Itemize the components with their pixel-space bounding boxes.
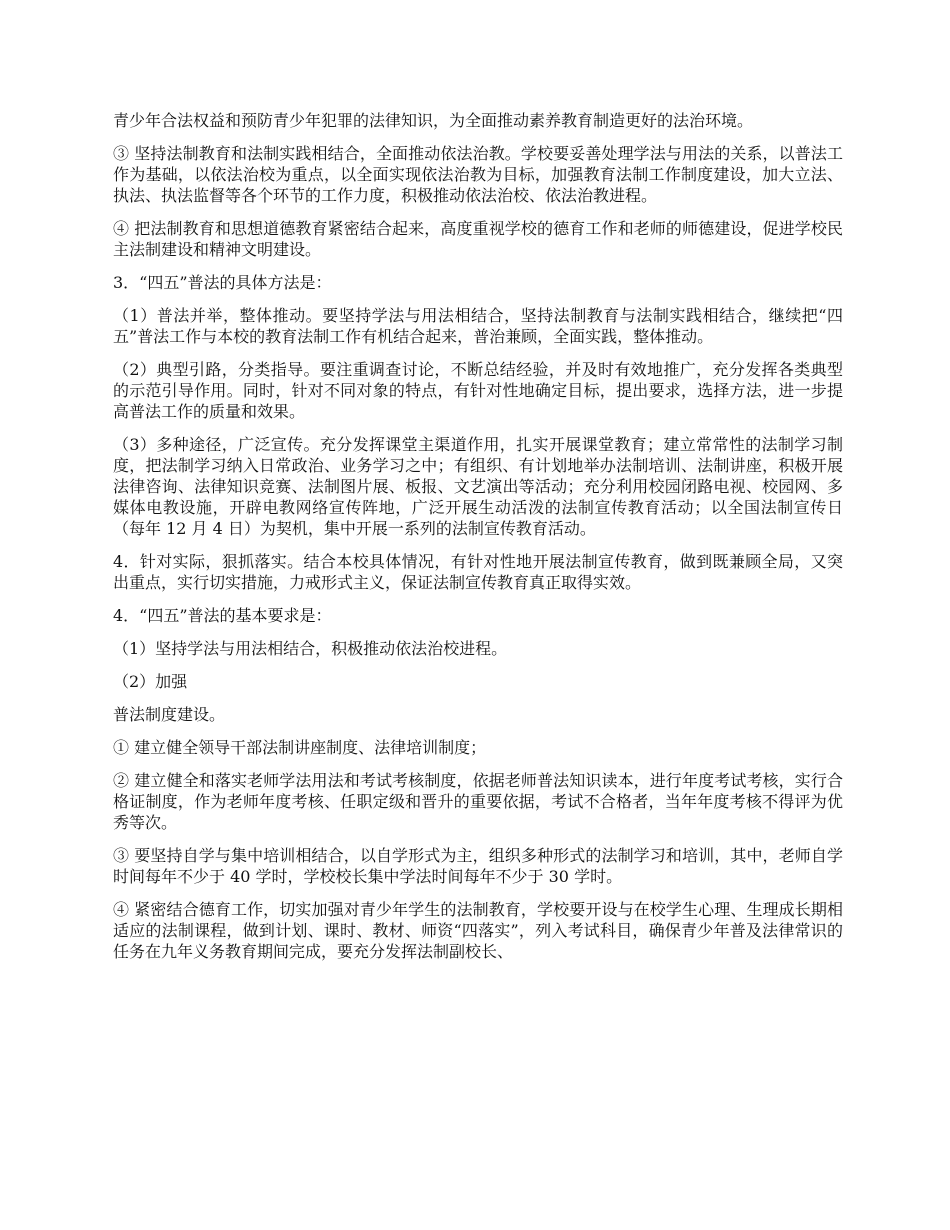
paragraph-13: ① 建立健全领导干部法制讲座制度、法律培训制度； xyxy=(113,738,487,757)
paragraph-5: （1）普法并举，整体推动。要坚持学法与用法相结合，坚持法制教育与法制实践相结合，继续把“四五”普法工作与本校的教育法制工作有机结合起来，普治兼顾，全面实践，整体推动。 xyxy=(113,306,843,346)
paragraph-3: ④ 把法制教育和思想道德教育紧密结合起来，高度重视学校的德育工作和老师的师德建设，促进学校民主法制建设和精神文明建设。 xyxy=(113,219,843,259)
paragraph-6: （2）典型引路，分类指导。要注重调查讨论，不断总结经验，并及时有效地推广，充分发挥各类典型的示范引导作用。同时，针对不同对象的特点，有针对性地确定目标，提出要求，选择方法，进一步提高普法工作的质量和效果。 xyxy=(113,360,843,421)
paragraph-1: 青少年合法权益和预防青少年犯罪的法律知识，为全面推动素养教育制造更好的法治环境。 xyxy=(113,111,754,130)
paragraph-14: ② 建立健全和落实老师学法用法和考试考核制度，依据老师普法知识读本，进行年度考试考核，实行合格证制度，作为老师年度考核、任职定级和晋升的重要依据，考试不合格者，当年年度考核不得评为优秀等次。 xyxy=(113,771,843,832)
paragraph-15: ③ 要坚持自学与集中培训相结合，以自学形式为主，组织多种形式的法制学习和培训，其中，老师自学时间每年不少于 40 学时，学校校长集中学法时间每年不少于 30 学时。 xyxy=(113,846,843,886)
paragraph-9: 4．“四五”普法的基本要求是： xyxy=(113,606,332,625)
paragraph-16: ④ 紧密结合德育工作，切实加强对青少年学生的法制教育，学校要开设与在校学生心理、生理成长期相适应的法制课程，做到计划、课时、教材、师资“四落实”，列入考试科目，确保青少年普及法律常识的任务在九年义务教育期间完成，要充分发挥法制副校长、 xyxy=(113,900,843,961)
paragraph-2: ③ 坚持法制教育和法制实践相结合，全面推动依法治教。学校要妥善处理学法与用法的关系，以普法工作为基础，以依法治校为重点，以全面实现依法治教为目标，加强教育法制工作制度建设，加大立法、执法、执法监督等各个环节的工作力度，积极推动依法治校、依法治教进程。 xyxy=(113,144,843,205)
document-page xyxy=(113,110,843,974)
paragraph-10: （1）坚持学法与用法相结合，积极推动依法治校进程。 xyxy=(113,639,508,658)
paragraph-12: 普法制度建设。 xyxy=(113,705,226,724)
paragraph-8: 4．针对实际，狠抓落实。结合本校具体情况，有针对性地开展法制宣传教育，做到既兼顾全局，又突出重点，实行切实措施，力戒形式主义，保证法制宣传教育真正取得实效。 xyxy=(113,552,843,592)
paragraph-7: （3）多种途径，广泛宣传。充分发挥课堂主渠道作用，扎实开展课堂教育；建立常常性的法制学习制度，把法制学习纳入日常政治、业务学习之中；有组织、有计划地举办法制培训、法制讲座，积极开展法律咨询、法律知识竞赛、法制图片展、板报、文艺演出等活动；充分利用校园闭路电视、校园网、多媒体电教设施，开辟电教网络宣传阵地，广泛开展生动活泼的法制宣传教育活动；以全国法制宣传日（每年 12 月 4 日）为契机，集中开展一系列的法制宣传教育活动。 xyxy=(113,435,843,538)
paragraph-11: （2）加强 xyxy=(113,672,188,691)
paragraph-4: 3．“四五”普法的具体方法是： xyxy=(113,273,332,292)
